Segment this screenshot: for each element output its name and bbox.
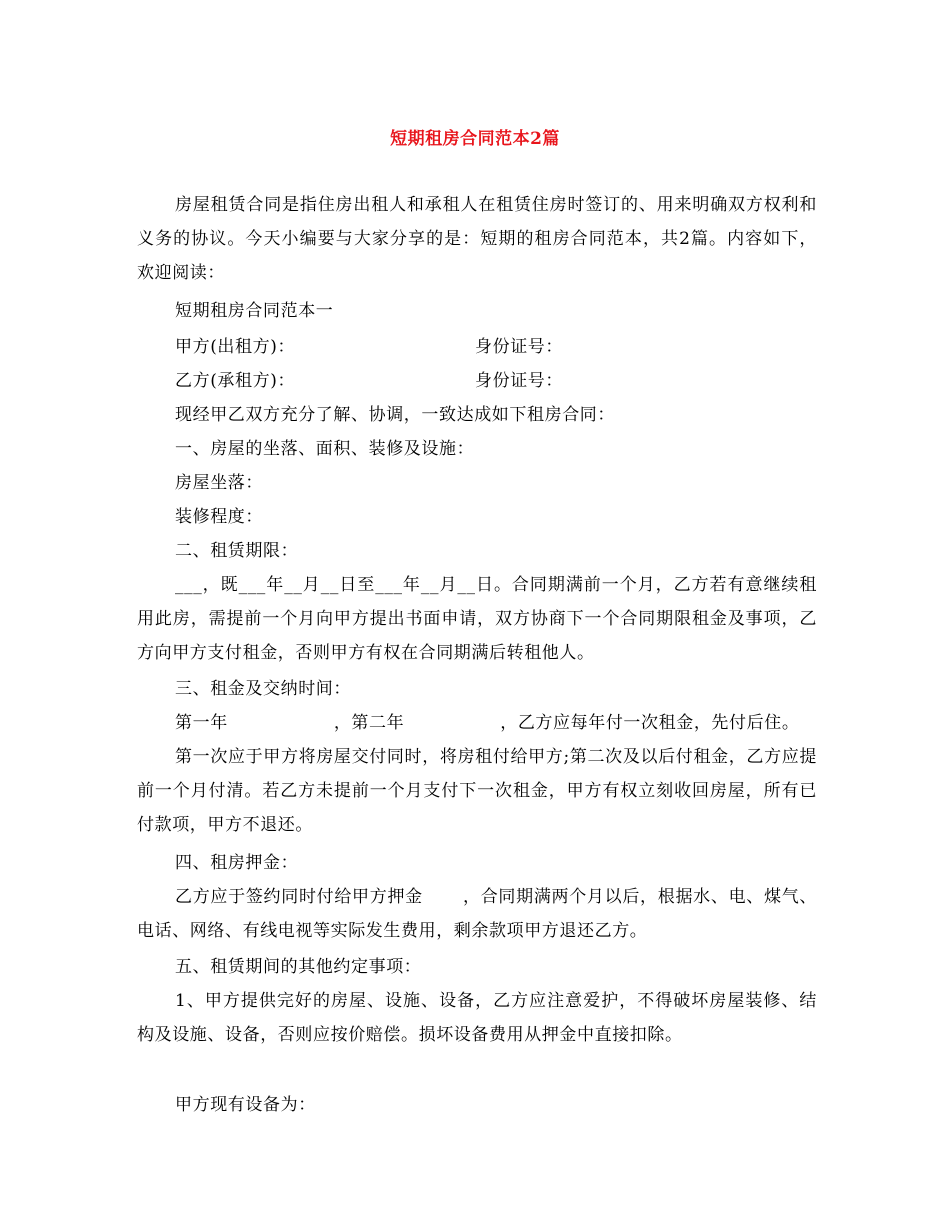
clause-1-title: 一、房屋的坐落、面积、装修及设施： [175, 439, 475, 459]
party-b-id-label: 身份证号： [475, 371, 563, 391]
deposit-text-a: 乙方应于签约同时付给甲方押金 [175, 887, 423, 907]
section-title: 短期租房合同范本一 [175, 301, 334, 321]
document-title: 短期租房合同范本2篇 [390, 129, 560, 149]
clause-4-title: 四、租房押金： [175, 853, 299, 873]
party-a-label: 甲方(出租方)： [175, 337, 296, 357]
decoration-label: 装修程度： [175, 507, 263, 527]
clause-2-title: 二、租赁期限： [175, 541, 299, 561]
party-b-label: 乙方(承租方)： [175, 371, 296, 391]
term-paragraph: ___，既___年__月__日至___年__月__日。合同期满前一个月，乙方若有意继续租用此房，需提前一个月向甲方提出书面申请，双方协商下一个合同期限租金及事项，乙方向甲方支付租金，否则甲方有权在合同期满后转租他人。 [137, 575, 817, 663]
rent-terms: ，乙方应每年付一次租金，先付后住。 [500, 713, 800, 733]
agreement-statement: 现经甲乙双方充分了解、协调，一致达成如下租房合同： [175, 405, 615, 425]
item-1-paragraph: 1、甲方提供完好的房屋、设施、设备，乙方应注意爱护，不得破坏房屋装修、结构及设施、设备，否则应按价赔偿。损坏设备费用从押金中直接扣除。 [137, 991, 817, 1045]
payment-paragraph: 第一次应于甲方将房屋交付同时，将房租付给甲方;第二次及以后付租金，乙方应提前一个月付清。若乙方未提前一个月支付下一次租金，甲方有权立刻收回房屋，所有已付款项，甲方不退还。 [137, 747, 817, 835]
deposit-text-b: ，合同期满两个月以后，根据水、电、煤气、电话、网络、有线电视等实际发生费用，剩余款项甲方退还乙方。 [137, 887, 818, 941]
clause-3-title: 三、租金及交纳时间： [175, 679, 351, 699]
deposit-paragraph [137, 880, 817, 948]
party-a-id-label: 身份证号： [475, 337, 563, 357]
location-label: 房屋坐落： [175, 473, 263, 493]
rent-line [175, 706, 799, 740]
clause-5-title: 五、租赁期间的其他约定事项： [175, 957, 422, 977]
intro-paragraph: 房屋租赁合同是指住房出租人和承租人在租赁住房时签订的、用来明确双方权利和义务的协议。今天小编要与大家分享的是：短期的租房合同范本，共2篇。内容如下，欢迎阅读： [137, 195, 817, 283]
equipment-label: 甲方现有设备为： [175, 1095, 316, 1115]
rent-year1-label: 第一年 [175, 713, 228, 733]
rent-year2-label: ，第二年 [333, 713, 405, 733]
